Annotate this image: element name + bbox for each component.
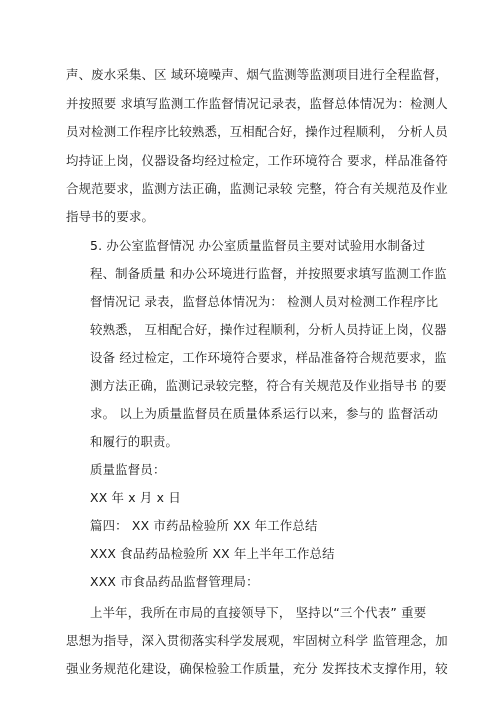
text-line: 声、废水采集、区 域环境噪声、烟气监测等监测项目进行全程监督， <box>66 67 448 82</box>
text-line: 均持证上岗，仪器设备均经过检定，工作环境符合 要求，样品准备符 <box>66 153 448 168</box>
text-line: 强业务规范化建设，确保检验工作质量，充分 发挥技术支撑作用，较 <box>66 661 448 676</box>
text-line: 合规范要求，监测方法正确，监测记录较 完整，符合有关规范及作业 <box>66 181 448 196</box>
text-line: 测方法正确，监测记录较完整，符合有关规范及作业指导书 的要 <box>90 378 447 393</box>
text-line: 设备 经过检定，工作环境符合要求，样品准备符合规范要求，监 <box>90 350 447 365</box>
text-line: 程、制备质量 和办公环境进行监督，并按照要求填写监测工作监 <box>90 266 447 281</box>
text-line: 较熟悉， 互相配合好，操作过程顺利，分析人员持证上岗，仪器 <box>90 322 447 337</box>
text-line: 质量监督员： <box>90 462 166 477</box>
text-line: 指导书的要求。 <box>66 209 155 224</box>
text-line: 和履行的职责。 <box>90 434 179 449</box>
text-line: 5. 办公室监督情况 办公室质量监督员主要对试验用水制备过 <box>90 238 426 253</box>
text-line: 并按照要 求填写监测工作监督情况记录表，监督总体情况为：检测人 <box>66 96 448 111</box>
text-line: 员对检测工作程序比较熟悉，互相配合好，操作过程顺利， 分析人员 <box>66 124 448 139</box>
text-line: 督情况记 录表，监督总体情况为： 检测人员对检测工作程序比 <box>90 294 439 309</box>
section-heading: 篇四： XX 市药品检验所 XX 年工作总结 <box>90 518 318 533</box>
text-line: 上半年，我所在市局的直接领导下， 坚持以“三个代表” 重要 <box>90 605 427 620</box>
salutation: XXX 市食品药品监督管理局： <box>90 574 259 589</box>
text-line: 求。 以上为质量监督员在质量体系运行以来，参与的 监督活动 <box>90 406 439 421</box>
date-line: XX 年 x 月 x 日 <box>90 490 181 505</box>
text-line: 思想为指导，深入贯彻落实科学发展观，牢固树立科学 监管理念，加 <box>66 633 448 648</box>
report-title: XXX 食品药品检验所 XX 年上半年工作总结 <box>90 546 335 561</box>
